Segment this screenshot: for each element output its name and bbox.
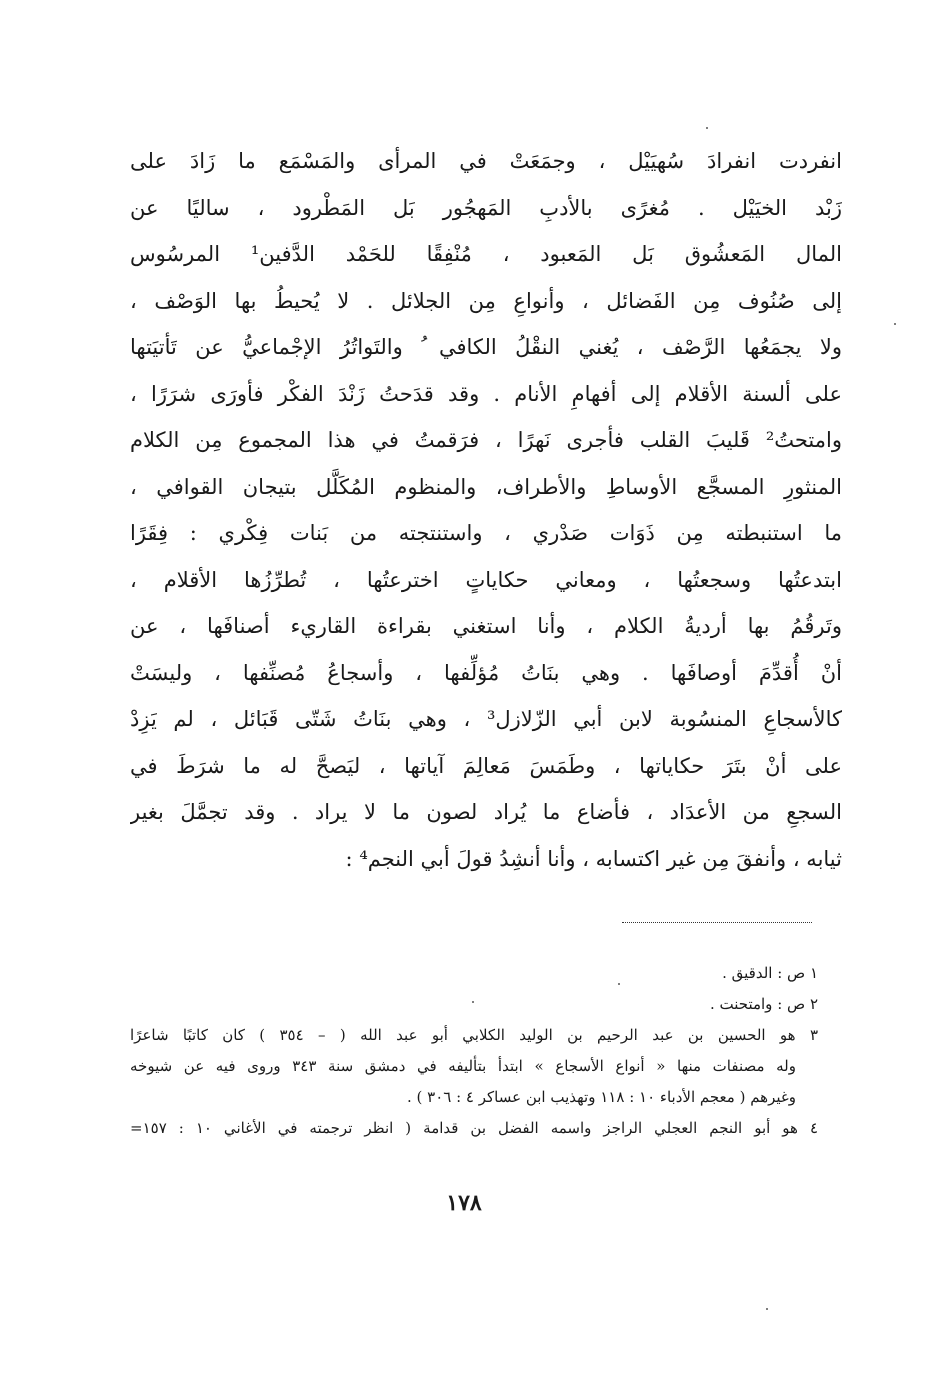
text-line: زَبْد الخيَيْل . مُغرًى بالأدبِ المَهجُور بَل المَطْرود ، ساليًا عن: [130, 195, 842, 220]
text-line: انفردت انفرادَ سُهيَيْل ، وجمَعَتْ في المرأى والمَسْمَع ما زَادَ على: [130, 149, 842, 173]
scan-speck: [706, 127, 708, 129]
scan-speck: [618, 983, 620, 985]
footnote-2: ٢ ص : وامتحنت .: [709, 995, 818, 1013]
text-line: وتَرقُمُ بها أرديةُ الكلام ، وأنا استغني بقراءة القاريء أصنافَها ، عن: [130, 614, 842, 638]
footnote-3: ٣ هو الحسين بن عبد الرحيم بن الوليد الكلابي أبو عبد الله ( – ٣٥٤ ) كان كاتبًا شاعرًا: [130, 1026, 818, 1044]
footnote-3-continued: وغيرهم ( معجم الأدباء ١٠ : ١١٨ وتهذيب ابن عساكر ٤ : ٣٠٦ ) .: [407, 1088, 796, 1106]
text-line: ثيابه ، وأنفقَ مِن غير اكتسابه ، وأنا أنشِدُ قولَ أبي النجم⁴ :: [345, 846, 842, 871]
footnote-3-continued: وله مصنفات منها « أنواع الأسجاع » ابتدأ بتأليفه في دمشق سنة ٣٤٣ وروى فيه عن شيوخه: [130, 1057, 796, 1075]
text-line: كالأسجاعِ المنسُوبة لابن أبي الزّلازل³ ، وهي بنَاتُ شَتّى قَبَائل ، لم يَزِدْ: [130, 707, 842, 731]
text-line: على أنْ بتَرَ حكاياتها ، وطَمَسَ مَعالِمَ آياتها ، ليَصحَّ له ما شرَطَ في: [130, 753, 842, 778]
text-line: المال المَعشُوق بَل المَعبود ، مُنْفِقًا للحَمْد الدَّفين¹ المرسُوس: [130, 242, 842, 266]
scan-speck: [894, 323, 896, 325]
footnote-4: ٤ هو أبو النجم العجلي الراجز واسمه الفضل بن قدامة ( انظر ترجمته في الأغاني ١٠ : ١٥٧=: [130, 1119, 818, 1137]
text-line: أنْ أُقدِّمَ أوصافَها . وهي بنَاتُ مُؤلِّفها ، وأسجاعُ مُصنِّفها ، وليسَتْ: [130, 660, 842, 685]
scan-speck: [472, 1001, 474, 1003]
text-line: السجعِ من الأعدَاد ، فأضاع ما يُراد لصون ما لا يراد . وقد تجمَّلَ بغير: [130, 800, 842, 824]
footnote-separator: [622, 922, 812, 923]
text-line: على ألسنة الأقلام إلى أفهامِ الأنام . وقد قدَحتُ زَنْدَ الفكْر فأورَى شرَرًا ،: [130, 381, 842, 406]
footnote-1: ١ ص : الدقيق .: [722, 964, 818, 982]
page-number: ١٧٨: [446, 1190, 482, 1216]
scan-speck: [766, 1308, 768, 1310]
main-text: [130, 138, 842, 882]
text-line: ولا يجمَعُها الرَّصْف ، يُغني النقْلُ الكافي ُ والتَواتُرُ الإجْماعيُّ عن تَأتيَتها: [130, 335, 842, 359]
text-line: وامتحتُ² قَليبَ القلب فأجرى نَهرًا ، فرَقمتُ في هذا المجموع مِن الكلام: [130, 428, 842, 452]
text-line: ما استنبطته مِن ذَوَات صَدْري ، واستنتجته من بَنات فِكْري : فِقَرًا: [130, 521, 842, 545]
footnotes: [130, 958, 818, 1144]
text-line: إلى صُنُوف مِن الفَضائل ، وأنواعِ مِن الجلائل . لا يُحيطُ بها الوَصْف ،: [130, 288, 842, 313]
text-line: المنثورِ المسجَّع الأوساطِ والأطراف، والمنظوم المُكَلَّل بتيجان القوافي ،: [130, 474, 842, 499]
text-line: ابتدعتُها وسجعتُها ، ومعاني حكاياتٍ اخترعتُها ، تُطرِّزُها الأقلام ،: [130, 567, 842, 592]
